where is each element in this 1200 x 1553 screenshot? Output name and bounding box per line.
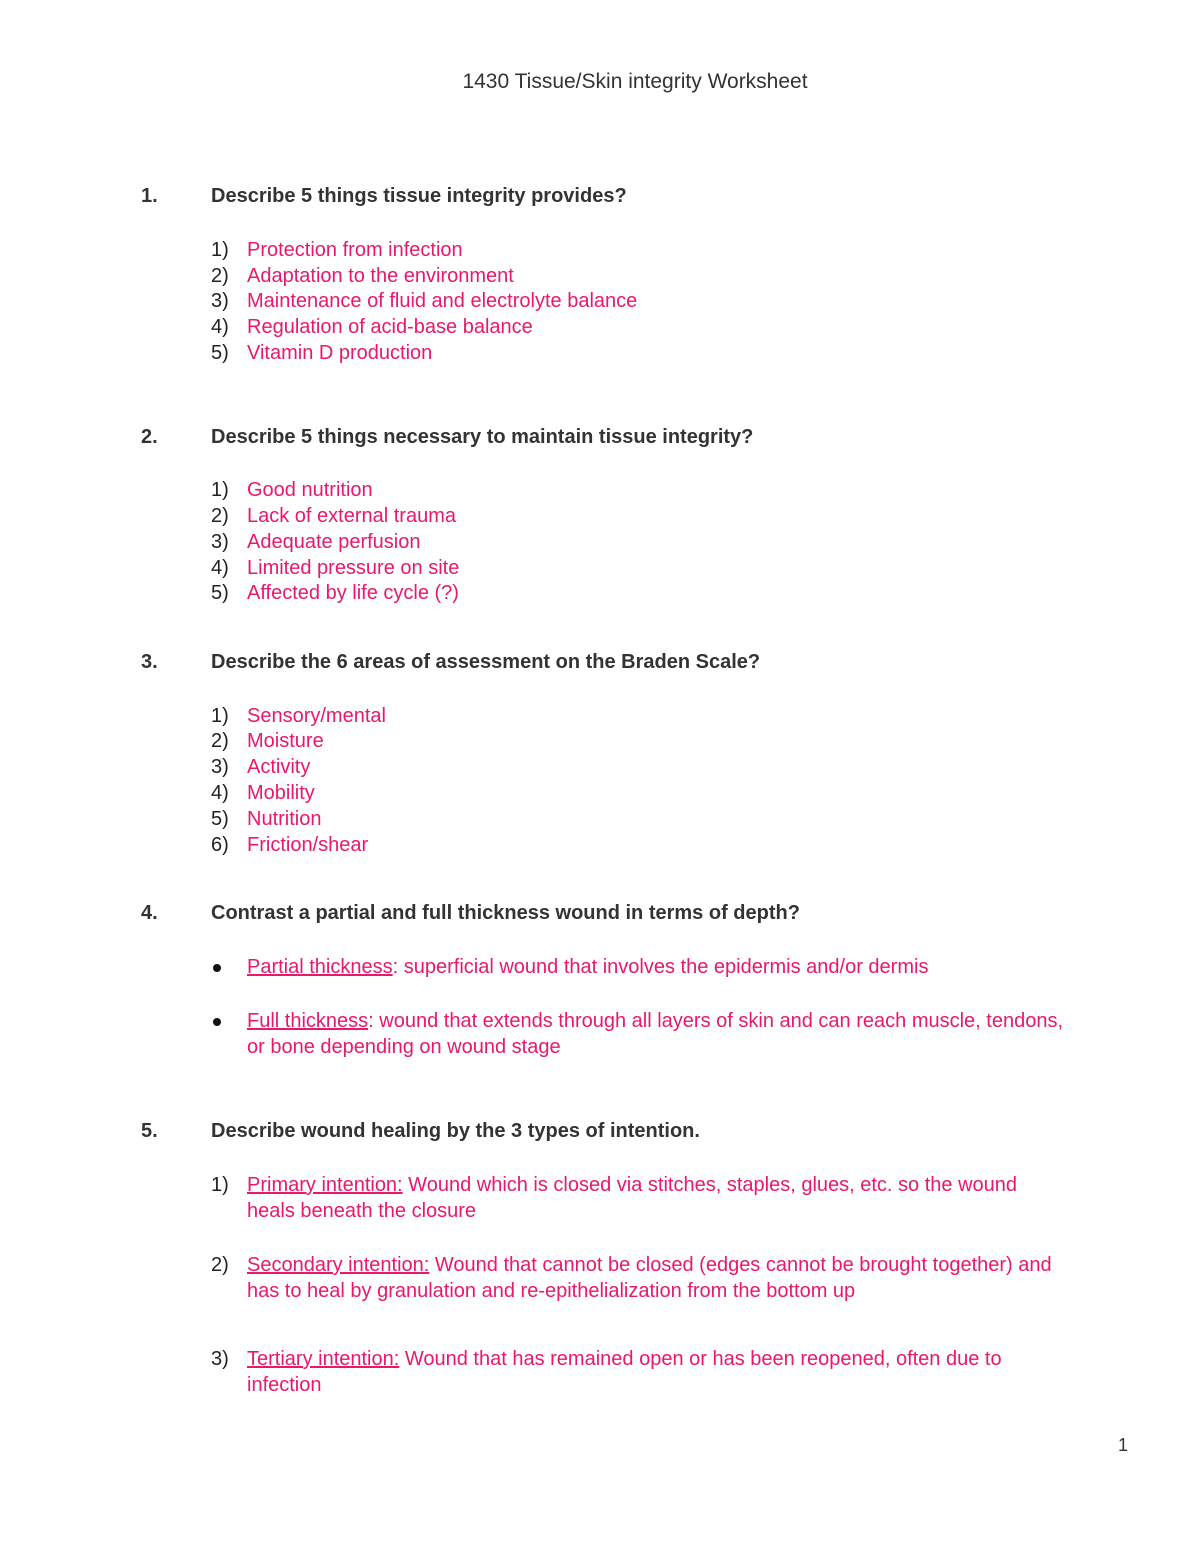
question-text: Describe wound healing by the 3 types of intention. [211,1120,700,1142]
answer-number: 2) [211,505,229,527]
answer-number: 1) [211,239,229,261]
answer-number: 2) [211,730,229,752]
term: Full thickness [247,1010,369,1032]
answer-number: 1) [211,1174,229,1196]
question-number: 2. [141,426,158,448]
answer-text: Maintenance of fluid and electrolyte balance [247,290,638,312]
term: Partial thickness [247,956,393,978]
answer-number: 5) [211,808,229,830]
question-text: Contrast a partial and full thickness wound in terms of depth? [211,902,800,924]
page-number: 1 [1118,1435,1129,1455]
answer-tertiary-intention [247,1348,1002,1371]
answer-text: Friction/shear [247,834,369,856]
question-number: 5. [141,1120,158,1142]
answer-full-thickness [247,1010,1063,1033]
answer-number: 5) [211,342,229,364]
answer-number: 4) [211,782,229,804]
bullet-icon [213,964,221,972]
definition: Wound that cannot be closed (edges cannot be brought together) and [429,1254,1052,1276]
answer-cont: heals beneath the closure [247,1200,477,1222]
answer-number: 3) [211,290,229,312]
question-number: 1. [141,185,158,207]
term: Secondary intention: [247,1254,430,1276]
answer-number: 6) [211,834,229,856]
answer-cont: infection [247,1374,322,1396]
bullet-icon [213,1018,221,1026]
answer-text: Adaptation to the environment [247,265,514,287]
question-number: 4. [141,902,158,924]
answer-cont: has to heal by granulation and re-epithelialization from the bottom up [247,1280,856,1302]
answer-full-thickness-cont: or bone depending on wound stage [247,1036,561,1058]
question-number: 3. [141,651,158,673]
question-text: Describe 5 things necessary to maintain tissue integrity? [211,426,754,448]
answer-text: Lack of external trauma [247,505,456,527]
term: Primary intention: [247,1174,403,1196]
answer-number: 2) [211,1254,229,1276]
answer-text: Regulation of acid-base balance [247,316,533,338]
answer-text: Limited pressure on site [247,557,460,579]
page-title: 1430 Tissue/Skin integrity Worksheet [462,70,808,93]
answer-number: 3) [211,756,229,778]
answer-primary-intention [247,1174,1017,1197]
answer-text: Sensory/mental [247,705,386,727]
answer-text: Nutrition [247,808,322,830]
answer-text: Activity [247,756,311,778]
definition: : wound that extends through all layers of skin and can reach muscle, tendons, [368,1010,1064,1032]
answer-text: Adequate perfusion [247,531,421,553]
answer-text: Mobility [247,782,315,804]
answer-text: Moisture [247,730,324,752]
answer-text: Protection from infection [247,239,463,261]
answer-number: 5) [211,582,229,604]
answer-secondary-intention [247,1254,1052,1277]
answer-partial-thickness [247,956,928,979]
question-text: Describe 5 things tissue integrity provides? [211,185,627,207]
answer-number: 2) [211,265,229,287]
question-text: Describe the 6 areas of assessment on the Braden Scale? [211,651,761,673]
answer-number: 3) [211,1348,229,1370]
answer-number: 3) [211,531,229,553]
definition: Wound which is closed via stitches, staples, glues, etc. so the wound [402,1174,1018,1196]
answer-text: Vitamin D production [247,342,433,364]
answer-text: Affected by life cycle (?) [247,582,459,604]
definition: : superficial wound that involves the epidermis and/or dermis [392,956,929,978]
answer-number: 4) [211,557,229,579]
answer-number: 4) [211,316,229,338]
answer-number: 1) [211,705,229,727]
definition: Wound that has remained open or has been reopened, often due to [399,1348,1002,1370]
answer-number: 1) [211,479,229,501]
term: Tertiary intention: [247,1348,400,1370]
answer-text: Good nutrition [247,479,373,501]
